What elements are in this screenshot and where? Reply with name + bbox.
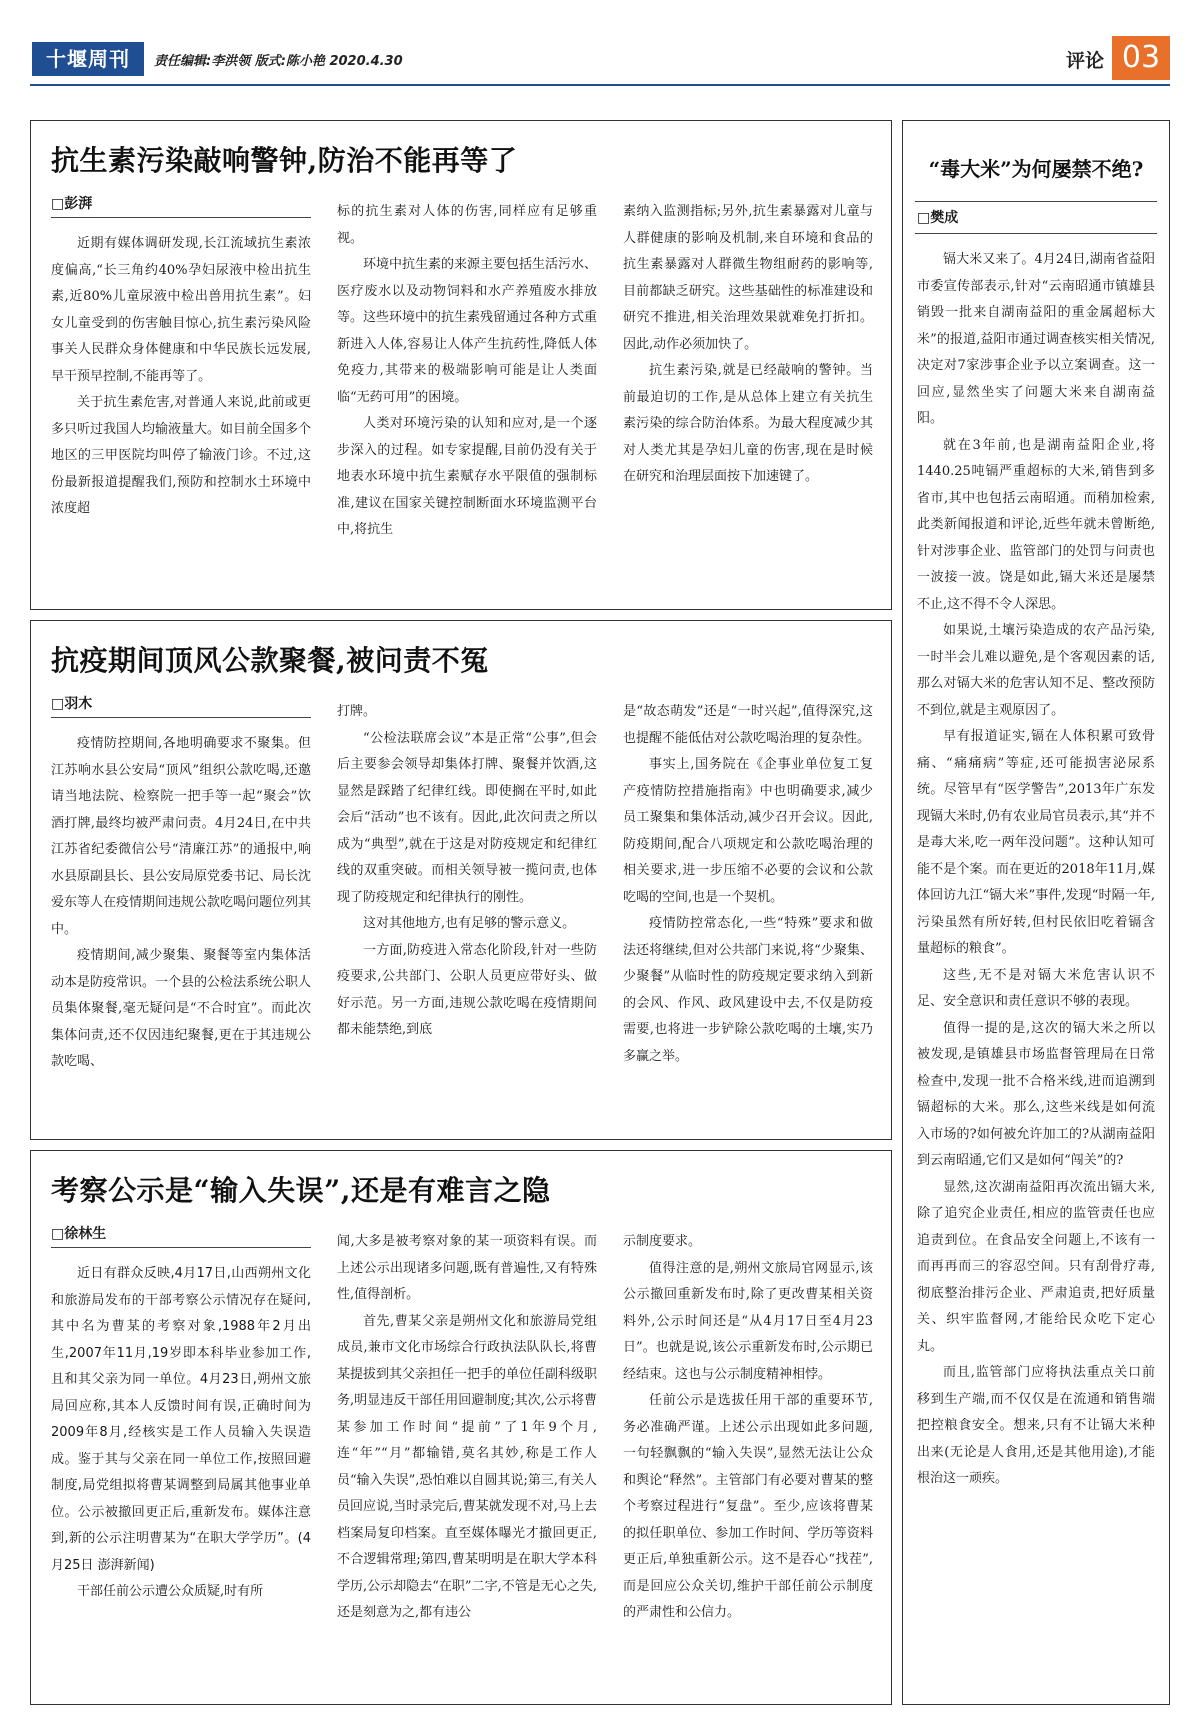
article-disclosure [30, 1150, 892, 1705]
paragraph: 闻,大多是被考察对象的某一项资料有误。而上述公示出现诸多问题,既有普遍性,又有特殊性,值得剖析。 [337, 1234, 597, 1302]
paragraph: 就在3年前,也是湖南益阳企业,将1440.25吨镉严重超标的大米,销售到多省市,其中也包括云南昭通。而稍加检索,此类新闻报道和评论,近些年就未曾断绝,针对涉事企业、监管部门的处罚与问责也一波接一波。饶是如此,镉大米还是屡禁不止,这不得不令人深思。 [917, 437, 1155, 612]
article-banquet [30, 620, 892, 1140]
masthead [30, 36, 1170, 80]
paragraph: 任前公示是选拔任用干部的重要环节,务必准确严谨。上述公示出现如此多问题,一句轻飘飘的“输入失误”,显然无法让公众和舆论“释然”。主管部门有必要对曹某的整个考察过程进行“复盘”。至少,应该将曹某的拟任职单位、参加工作时间、学历等资料更正后,单独重新公示。这不是吞心“找茬”,而是回应公众关切,维护干部任前公示制度的严肃性和公信力。 [623, 1393, 873, 1620]
article-title: 抗疫期间顶风公款聚餐,被问责不冤 [51, 644, 489, 677]
section-label: 评论 [1065, 50, 1104, 72]
article-column-1 [51, 731, 311, 1131]
sidebar-title: “毒大米”为何屡禁不绝? [928, 157, 1144, 181]
paragraph: 一方面,防疫进入常态化阶段,针对一些防疫要求,公共部门、公职人员更应带好头、做好示范。另一方面,违规公款吃喝在疫情期间都未能禁绝,到底 [337, 942, 597, 1037]
paragraph: 疫情防控期间,各地明确要求不聚集。但江苏响水县公安局“顶风”组织公款吃喝,还邀请当地法院、检察院一把手等一起“聚会”饮酒打牌,最终均被严肃问责。4月24日,在中共江苏省纪委微信公号“清廉江苏”的通报中,响水县原副县长、县公安局原党委书记、局长沈爱东等人在疫情期间违规公款吃喝问题位列其中。 [51, 736, 311, 937]
paragraph: 标的抗生素对人体的伤害,同样应有足够重视。 [337, 204, 597, 246]
newspaper-logo: 十堰周刊 [32, 42, 144, 76]
article-column-1 [51, 1261, 311, 1699]
paragraph: 早有报道证实,镉在人体积累可致骨痛、“痛痛病”等症,还可能损害泌尿系统。尽管早有“医学警告”,2013年广东发现镉大米时,仍有农业局官员表示,其“并不是毒大米,吃一两年没问题”。这种认知可能不是个案。而在更近的2018年11月,媒体回访九江“镉大米”事件,发现“时隔一年,污染虽然有所好转,但村民依旧吃着镉含量超标的粮食”。 [917, 729, 1155, 956]
paragraph: 首先,曹某父亲是朔州文化和旅游局党组成员,兼市文化市场综合行政执法队队长,将曹某提拔到其父亲担任一把手的单位任副科级职务,明显违反干部任用回避制度;其次,公示将曹某参加工作时间“提前”了1年9个月,连“年”“月”都输错,莫名其妙,称是工作人员“输入失误”,恐怕难以自圆其说;第三,有关人员回应说,当时录完后,曹某就发现不对,马上去档案局复印档案。直至媒体曝光才撤回更正,不合逻辑常理;第四,曹某明明是在职大学本科学历,公示却隐去“在职”二字,不管是无心之失,还是刻意为之,都有违公 [337, 1313, 597, 1620]
paragraph: 人类对环境污染的认知和应对,是一个逐步深入的过程。如专家提醒,目前仍没有关于地表水环境中抗生素赋存水平限值的强制标准,建议在国家关键控制断面水环境监测平台中,将抗生 [337, 416, 597, 537]
divider [915, 233, 1157, 234]
paragraph: 镉大米又来了。4月24日,湖南省益阳市委宣传部表示,针对“云南昭通市镇雄县销毁一批来自湖南益阳的重金属超标大米”的报道,益阳市通过调查核实相关情况,决定对7家涉事企业予以立案调查。这一回应,显然坐实了问题大米来自湖南益阳。 [917, 252, 1155, 426]
article-column-2 [337, 199, 597, 601]
paragraph: 干部任前公示遭公众质疑,时有所 [77, 1584, 264, 1599]
paragraph: 示制度要求。 [623, 1234, 702, 1249]
sidebar-article [902, 120, 1170, 1705]
article-column-3 [623, 1229, 873, 1699]
paragraph: 抗生素污染,就是已经敲响的警钟。当前最迫切的工作,是从总体上建立有关抗生素污染的综合防治体系。为最大程度减少其对人类尤其是孕妇儿童的伤害,现在是时候在研究和治理层面按下加速键了。 [623, 363, 873, 484]
paragraph: 值得一提的是,这次的镉大米之所以被发现,是镇雄县市场监督管理局在日常检查中,发现一批不合格米线,进而追溯到镉超标的大米。那么,这些米线是如何流入市场的?如何被允许加工的?从湖南益阳到云南昭通,它们又是如何“闯关”的? [917, 1020, 1155, 1168]
article-byline: □徐林生 [51, 1223, 311, 1248]
paragraph: 是“故态萌发”还是“一时兴起”,值得深究,这也提醒不能低估对公款吃喝治理的复杂性。 [623, 704, 873, 746]
article-title: 考察公示是“输入失误”,还是有难言之隐 [51, 1174, 551, 1207]
paragraph: 值得注意的是,朔州文旅局官网显示,该公示撤回重新发布时,除了更改曹某相关资料外,公示时间还是“从4月17日至4月23日”。也就是说,该公示重新发布时,公示期已经结束。这也与公示制度精神相悖。 [623, 1260, 873, 1382]
paragraph: 环境中抗生素的来源主要包括生活污水、医疗废水以及动物饲料和水产养殖废水排放等。这些环境中的抗生素残留通过各种方式重新进入人体,容易让人体产生抗药性,降低人体免疫力,其带来的极端影响可能是让人类面临“无药可用”的困境。 [337, 257, 597, 405]
paragraph: 事实上,国务院在《企事业单位复工复产疫情防控措施指南》中也明确要求,减少员工聚集和集体活动,减少召开会议。因此,防疫期间,配合八项规定和公款吃喝治理的相关要求,进一步压缩不必要的会议和公款吃喝的空间,也是一个契机。 [623, 757, 873, 905]
paragraph: 这对其他地方,也有足够的警示意义。 [363, 916, 576, 931]
article-byline: □彭湃 [51, 193, 311, 218]
article-title: 抗生素污染敲响警钟,防治不能再等了 [51, 144, 518, 177]
paragraph: 疫情期间,减少聚集、聚餐等室内集体活动本是防疫常识。一个县的公检法系统公职人员集体聚餐,毫无疑问是“不合时宜”。而此次集体问责,还不仅因违纪聚餐,更在于其违规公款吃喝、 [51, 948, 311, 1069]
divider [915, 201, 1157, 202]
paragraph: 近日有群众反映,4月17日,山西朔州文化和旅游局发布的干部考察公示情况存在疑问,其中名为曹某的考察对象,1988年2月出生,2007年11月,19岁即本科毕业参加工作,且和其父亲为同一单位。4月23日,朔州文旅局回应称,其本人反馈时间有误,正确时间为2009年8月,经核实是工作人员输入失误造成。鉴于其与父亲在同一单位工作,按照回避制度,局党组拟将曹某调整到局属其他事业单位。公示被撤回更正后,重新发布。媒体注意到,新的公示注明曹某为“在职大学学历”。(4月25日 澎湃新闻) [51, 1266, 311, 1573]
article-column-3 [623, 699, 873, 1131]
paragraph: 如果说,土壤污染造成的农产品污染,一时半会儿难以避免,是个客观因素的话,那么对镉大米的危害认知不足、整改预防不到位,就是主观原因了。 [917, 623, 1155, 718]
paragraph: 素纳入监测指标;另外,抗生素暴露对儿童与人群健康的影响及机制,来自环境和食品的抗生素暴露对人群微生物组耐药的影响等,目前都缺乏研究。这些基础性的标准建设和研究不推进,相关治理效果就难免打折扣。因此,动作必须加快了。 [623, 204, 873, 352]
editor-meta: 责任编辑:李洪领 版式:陈小艳 2020.4.30 [154, 54, 403, 69]
paragraph: 关于抗生素危害,对普通人来说,此前或更多只听过我国人均输液量大。如目前全国多个地区的三甲医院均叫停了输液门诊。不过,这份最新报道提醒我们,预防和控制水土环境中浓度超 [51, 395, 311, 516]
article-antibiotics [30, 120, 892, 610]
article-column-3 [623, 199, 873, 601]
article-byline: □羽木 [51, 693, 311, 718]
sidebar-body [917, 247, 1155, 1697]
article-column-2 [337, 699, 597, 1131]
sidebar-byline: □樊成 [917, 210, 959, 226]
paragraph: 这些,无不是对镉大米危害认识不足、安全意识和责任意识不够的表现。 [917, 967, 1155, 1009]
paragraph: 疫情防控常态化,一些“特殊”要求和做法还将继续,但对公共部门来说,将“少聚集、少聚餐”从临时性的防疫规定要求纳入到新的会风、作风、政风建设中去,不仅是防疫需要,也将进一步铲除公款吃喝的土壤,实乃多赢之举。 [623, 916, 873, 1064]
paragraph: 显然,这次湖南益阳再次流出镉大米,除了追究企业责任,相应的监管责任也应追责到位。在食品安全问题上,不该有一而再再而三的容忍空间。只有刮骨疗毒,彻底整治排污企业、严肃追责,把好质量关、织牢监督网,才能给民众吃下定心丸。 [917, 1179, 1155, 1354]
article-column-2 [337, 1229, 597, 1699]
article-column-1 [51, 231, 311, 601]
header-rule [30, 84, 1170, 86]
paragraph: “公检法联席会议”本是正常“公事”,但会后主要参会领导却集体打牌、聚餐并饮酒,这显然是踩踏了纪律红线。即使搁在平时,如此会后“活动”也不该有。因此,此次问责之所以成为“典型”,就在于这是对防疫规定和纪律红线的双重突破。而相关领导被一揽问责,也体现了防疫规定和纪律执行的刚性。 [337, 730, 597, 905]
page-number: 03 [1112, 36, 1170, 80]
paragraph: 而且,监管部门应将执法重点关口前移到生产端,而不仅仅是在流通和销售端把控粮食安全。想来,只有不让镉大米种出来(无论是人食用,还是其他用途),才能根治这一顽疾。 [917, 1365, 1155, 1486]
paragraph: 打牌。 [337, 704, 377, 719]
paragraph: 近期有媒体调研发现,长江流域抗生素浓度偏高,“长三角约40%孕妇尿液中检出抗生素,近80%儿童尿液中检出兽用抗生素”。妇女儿童受到的伤害触目惊心,抗生素污染风险事关人民群众身体健康和中华民族长远发展,早干预早控制,不能再等了。 [51, 236, 311, 384]
